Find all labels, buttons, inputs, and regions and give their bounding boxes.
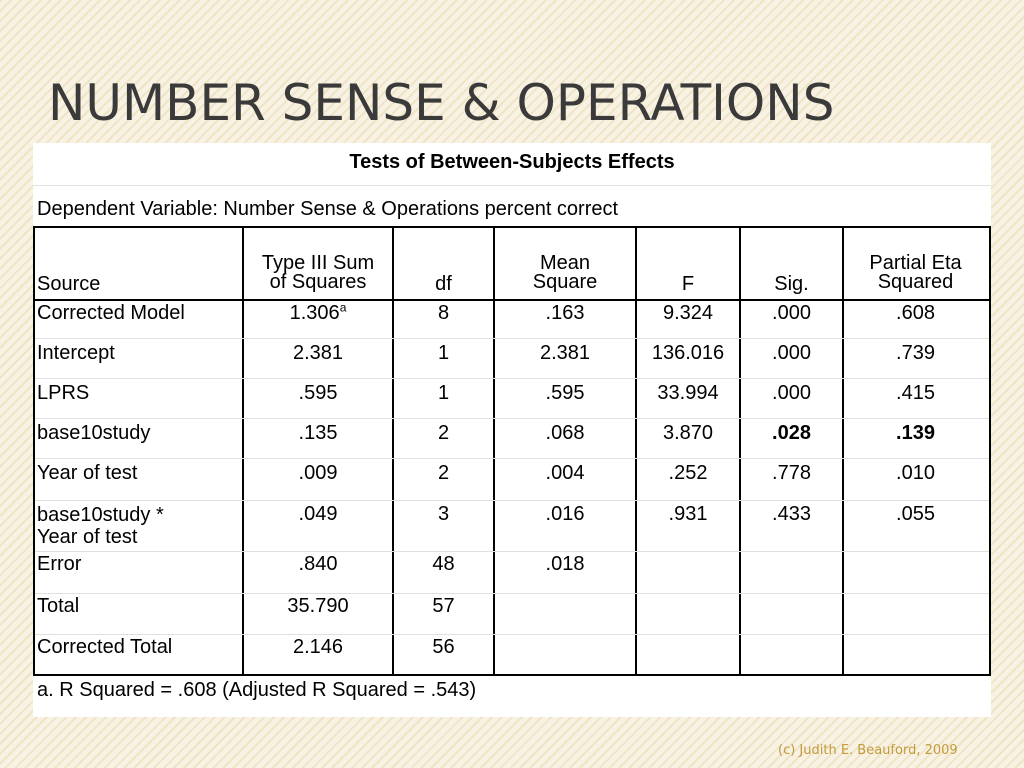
cell-sig: .433 (772, 503, 811, 525)
cell-source: Corrected Total (37, 636, 173, 658)
cell-source: LPRS (37, 382, 90, 404)
cell-ss: 1.306$^a$ (289, 300, 347, 324)
cell-eta: .608 (896, 302, 935, 324)
cell-source: base10study (37, 422, 151, 444)
cell-ss: .595 (298, 382, 338, 404)
header-sig: Sig. (774, 273, 809, 295)
header-ss-line1: Type III Sum (261, 252, 375, 274)
cell-sig: .778 (772, 462, 811, 484)
cell-df: 1 (437, 382, 450, 404)
cell-f: 3.870 (662, 422, 714, 444)
dependent-variable-label: Dependent Variable: Number Sense & Operations percent correct (37, 198, 619, 220)
cell-f: 33.994 (657, 382, 719, 404)
cell-eta: .415 (896, 382, 935, 404)
cell-ss: 2.381 (292, 342, 344, 364)
cell-ms: 2.381 (539, 342, 591, 364)
slide-title: NUMBER SENSE & OPERATIONS (48, 74, 835, 132)
cell-df: 3 (437, 503, 450, 525)
header-eta-line1: Partial Eta (869, 252, 962, 274)
cell-ss: .135 (298, 422, 338, 444)
cell-f: .931 (668, 503, 708, 525)
cell-df: 1 (437, 342, 450, 364)
cell-df: 2 (437, 462, 450, 484)
header-df: df (435, 273, 452, 295)
cell-ss: .009 (298, 462, 338, 484)
header-mean-square (493, 254, 637, 292)
column-divider (842, 228, 844, 674)
header-sum-of-squares (242, 254, 394, 292)
table-footnote: a. R Squared = .608 (Adjusted R Squared = .543) (37, 679, 477, 701)
column-divider (635, 228, 637, 674)
cell-ms: .595 (545, 382, 585, 404)
header-partial-eta (842, 254, 989, 292)
cell-source: base10study * Year of test (37, 504, 164, 548)
cell-ss: .840 (298, 553, 338, 575)
cell-df: 56 (432, 636, 455, 658)
column-divider (739, 228, 741, 674)
cell-eta-significant: .139 (896, 422, 935, 444)
cell-ms: .163 (545, 302, 585, 324)
cell-source: Corrected Model (37, 302, 185, 324)
header-ms-line2: Square (532, 271, 598, 293)
header-divider (35, 299, 989, 301)
cell-ss: 2.146 (292, 636, 344, 658)
cell-df: 57 (432, 595, 455, 617)
cell-source: Total (37, 595, 80, 617)
cell-sig: .000 (772, 302, 811, 324)
cell-sig: .000 (772, 342, 811, 364)
cell-eta: .739 (896, 342, 935, 364)
cell-df: 48 (432, 553, 455, 575)
cell-f: 136.016 (651, 342, 725, 364)
footnote-marker: a (339, 300, 347, 315)
cell-df: 8 (437, 302, 450, 324)
cell-df: 2 (437, 422, 450, 444)
header-source: Source (37, 273, 101, 295)
cell-ms: .016 (545, 503, 585, 525)
cell-eta: .055 (896, 503, 935, 525)
cell-ms: .018 (545, 553, 585, 575)
cell-ss: .049 (298, 503, 338, 525)
divider (33, 185, 991, 186)
header-eta-line2: Squared (877, 271, 954, 293)
cell-source: Error (37, 553, 82, 575)
cell-source: Year of test (37, 462, 138, 484)
header-f: F (681, 273, 695, 295)
cell-f: 9.324 (662, 302, 714, 324)
cell-ms: .004 (545, 462, 585, 484)
cell-sig-significant: .028 (772, 422, 811, 444)
header-ms-line1: Mean (539, 252, 591, 274)
cell-ms: .068 (545, 422, 585, 444)
header-ss-line2: of Squares (269, 271, 367, 293)
cell-f: .252 (668, 462, 708, 484)
cell-ss: 35.790 (287, 595, 349, 617)
cell-sig: .000 (772, 382, 811, 404)
copyright-notice: (c) Judith E. Beauford, 2009 (778, 743, 958, 758)
cell-source: Intercept (37, 342, 115, 364)
cell-eta: .010 (896, 462, 935, 484)
table-caption: Tests of Between-Subjects Effects (349, 151, 675, 173)
anova-table (33, 226, 991, 676)
